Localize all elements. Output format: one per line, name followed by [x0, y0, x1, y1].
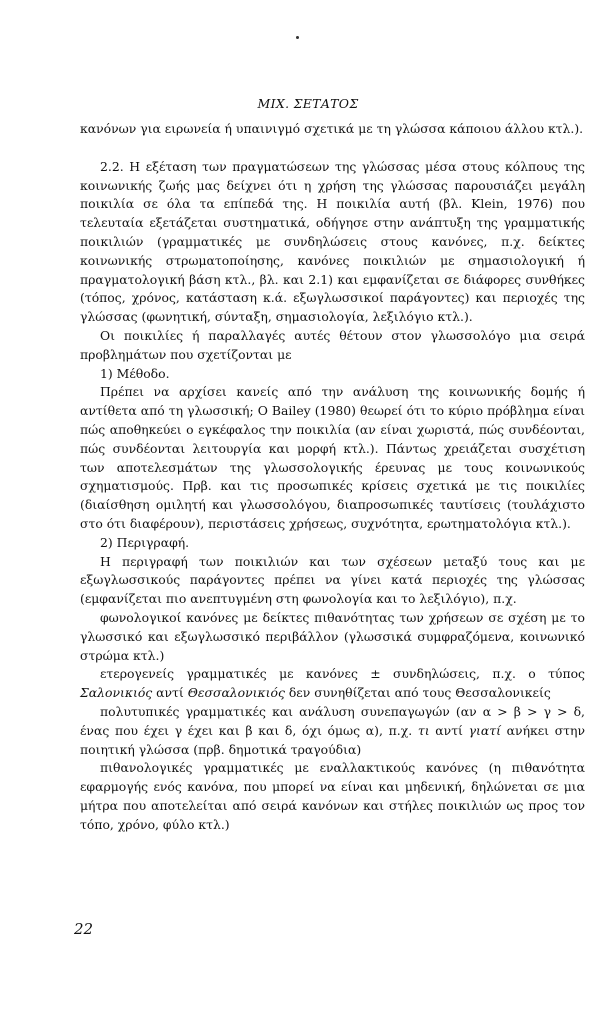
scan-speck — [296, 36, 299, 39]
italic-term: γιατί — [468, 722, 501, 738]
italic-term: τι — [417, 722, 430, 738]
paragraph-phonological-rules: φωνολογικοί κανόνες με δείκτες πιθανότητας των χρήσεων σε σχέση με το γλωσσικό και εξωγλωσσικό περιβάλλον (γλωσσικά συμφραζόμενα, κοινωνικό στρώμα κτλ.) — [80, 609, 585, 663]
page-number: 22 — [74, 920, 94, 938]
paragraph-method-body: Πρέπει να αρχίσει κανείς από την ανάλυση της κοινωνικής δομής ή αντίθετα από τη γλωσσική; O Bailey (1980) θεωρεί ότι το κύριο πρόβλημα είναι πώς αποθηκεύει ο εγκέφαλος την ποικιλία (αν είναι χωριστά, πώς συνδέονται, πώς συνδέονται λειτουργία και μορφή κτλ.). Πάντως χρειάζεται συσχέτιση των αποτελεσμάτων της γλωσσολογικής έρευνας με τους κοινωνικούς σχηματισμούς. Πρβ. και τις προσωπικές κρίσεις σχετικά με τις ποικιλίες (διαίσθηση ομιλητή και γλωσσολόγου, διαπροσωπικές ταυτίσεις (τουλάχιστο στο ότι διαφέρουν), περιστάσεις χρήσεως, συχνότητα, ερωτηματολόγια κτλ.). — [80, 384, 585, 531]
paragraph-section-2-2: 2.2. Η εξέταση των πραγματώσεων της γλώσσας μέσα στους κόλπους της κοινωνικής ζωής μας δείχνει ότι η χρήση της γλώσσας παρουσιάζει μεγάλη ποικιλία σε όλα τα επίπεδά της. Η ποικιλία αυτή (βλ. Klein, 1976) που τελευταία εξετάζεται συστηματικά, οδήγησε στην ανάπτυξη της γραμματικής ποικιλιών (γραμματικές με συνδηλώσεις στους κανόνες, π.χ. δείκτες κοινωνικής στρωματοποίησης, κανόνες ποικιλιών με σημασιολογική ή πραγματολογική βάση κτλ., βλ. και 2.1) και εμφανίζεται σε διάφορες συνθήκες (τόπος, χρόνος, κατάσταση κ.ά. εξωγλωσσικοί παράγοντες) και περιοχές της γλώσσας (φωνητική, σύνταξη, σημασιολογία, λεξιλόγιο κτλ.). — [80, 158, 585, 325]
paragraph-description-body: Η περιγραφή των ποικιλιών και των σχέσεων μεταξύ τους και με εξωγλωσσικούς παράγοντες πρέπει να γίνει κατά περιοχές της γλώσσας (εμφανίζεται πιο ανεπτυγμένη στη φωνολογία και το λεξιλόγιο), π.χ. — [80, 553, 585, 607]
italic-term: Θεσσαλονικιός — [187, 685, 285, 701]
text-run: δεν συνηθίζεται από τους Θεσσαλονικείς — [284, 685, 551, 701]
paragraph-heterogeneous-grammars — [80, 665, 585, 703]
text-run: αντί — [429, 722, 469, 738]
text-run: αντί — [152, 685, 188, 701]
paragraph-continuation: κανόνων για ειρωνεία ή υπαινιγμό σχετικά με τη γλώσσα κάποιου άλλου κτλ.). — [80, 121, 584, 136]
text-run: ανήκει στην ποιητική γλώσσα (πρβ. δημοτικά τραγούδια) — [80, 722, 585, 757]
italic-term: Σαλονικιός — [80, 685, 153, 701]
paragraph-polytypic-grammars — [80, 703, 585, 759]
page-body — [80, 120, 585, 834]
list-item-method: 1) Μέθοδο. — [100, 365, 170, 381]
running-header: ΜΙΧ. ΣΕΤΑΤΟΣ — [257, 96, 359, 111]
text-run: ετερογενείς γραμματικές με κανόνες ± συνδηλώσεις, π.χ. ο τύπος — [100, 666, 585, 682]
paragraph-probabilistic-grammars: πιθανολογικές γραμματικές με εναλλακτικούς κανόνες (η πιθανότητα εφαρμογής ενός κανόνα, που μπορεί να είναι και μηδενική, δηλώνεται σε μια μήτρα που αποτελείται από σειρά κανόνων και στήλες ποικιλιών ως προς τον τόπο, χρόνο, φύλο κτλ.) — [80, 760, 585, 832]
list-item-description: 2) Περιγραφή. — [100, 534, 190, 550]
paragraph-variations: Οι ποικιλίες ή παραλλαγές αυτές θέτουν στον γλωσσολόγο μια σειρά προβλημάτων που σχετίζονται με — [80, 327, 585, 362]
text-run: πολυτυπικές γραμματικές και ανάλυση συνεπαγωγών (αν α > β > γ > δ, ένας που έχει γ έχει και β και δ, όχι όμως α), π.χ. — [80, 703, 585, 738]
